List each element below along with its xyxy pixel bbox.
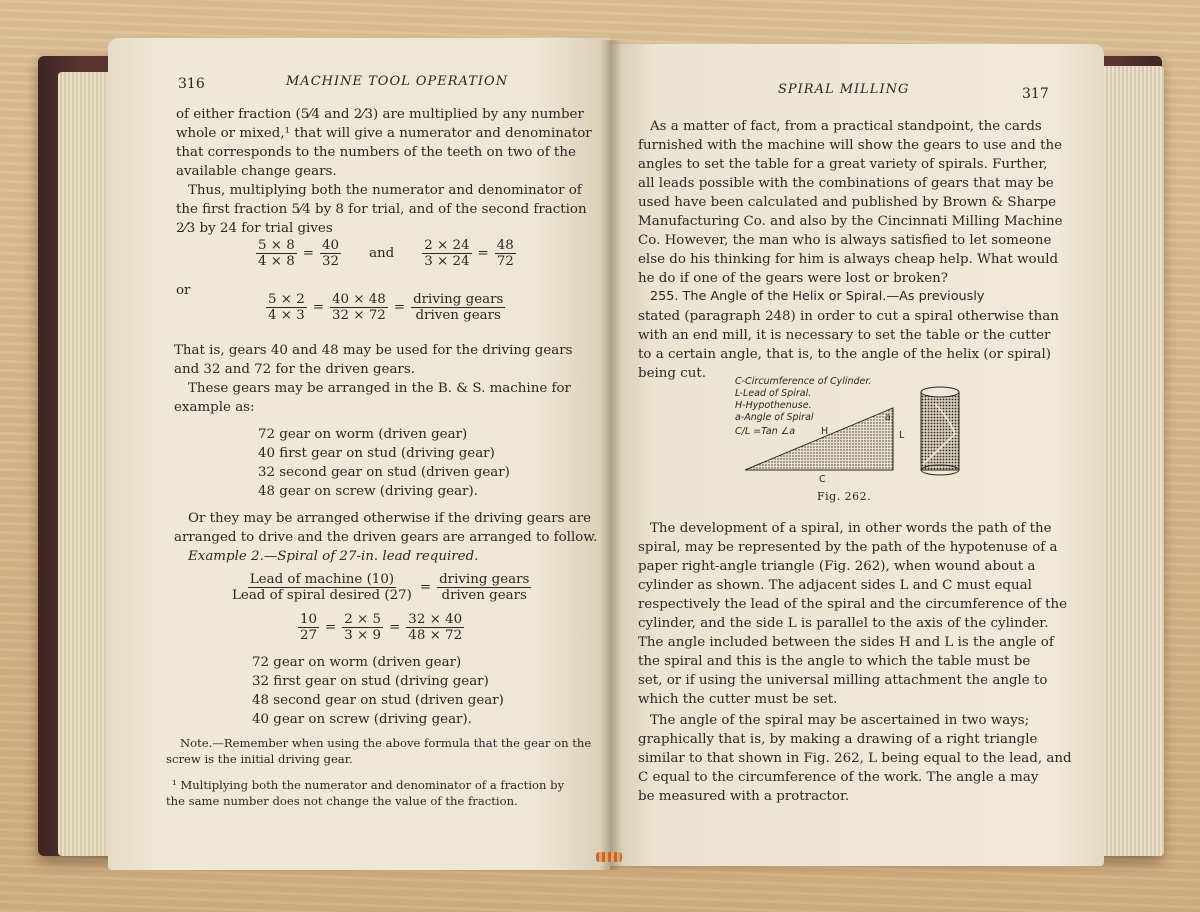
text-line: C equal to the circumference of the work. The angle a may xyxy=(638,770,1039,785)
text-line: Thus, multiplying both the numerator and denominator of xyxy=(188,183,582,198)
text-line: to a certain angle, that is, to the angle of the helix (or spiral) xyxy=(638,347,1051,362)
equation-1: $\frac{5 \times 8}{4 \times 8}$ = $\frac{40}{32}$ and $\frac{2 \times 24}{3 \times 24}$ = $\frac{48}{72}$ xyxy=(258,238,514,270)
list-item: 48 gear on screw (driving gear). xyxy=(258,484,478,499)
page-number: 316 xyxy=(178,76,205,92)
figure-legend-line: a-Angle of Spiral xyxy=(735,412,814,423)
book-gutter xyxy=(600,40,622,870)
text-line: he do if one of the gears were lost or broken? xyxy=(638,271,948,286)
list-item: 40 first gear on stud (driving gear) xyxy=(258,446,495,461)
running-head: MACHINE TOOL OPERATION xyxy=(286,74,509,89)
text-line: being cut. xyxy=(638,366,706,381)
binding-thread xyxy=(596,852,622,862)
text-line: similar to that shown in Fig. 262, L being equal to the lead, and xyxy=(638,751,1072,766)
text-line: be measured with a protractor. xyxy=(638,789,850,804)
text-line: cylinder, and the side L is parallel to the axis of the cylinder. xyxy=(638,616,1049,631)
text-line: the spiral and this is the angle to which the table must be xyxy=(638,654,1031,669)
equation-4: $\frac{10}{27}$ = $\frac{2 \times 5}{3 \times 9}$ = $\frac{32 \times 40}{48 \times 72}$ xyxy=(300,612,463,644)
note-line: screw is the initial driving gear. xyxy=(166,752,353,766)
section-heading: 255. The Angle of the Helix or Spiral.—As previously xyxy=(650,289,985,304)
figure-legend-line: L-Lead of Spiral. xyxy=(735,388,812,399)
text-line: of either fraction (5⁄4 and 2⁄3) are multiplied by any number xyxy=(176,107,584,122)
list-item: 48 second gear on stud (driven gear) xyxy=(252,693,504,708)
text-line: stated (paragraph 248) in order to cut a spiral otherwise than xyxy=(638,309,1059,324)
text-line: graphically that is, by making a drawing of a right triangle xyxy=(638,732,1038,747)
figure-caption: Fig. 262. xyxy=(817,490,872,503)
equation-3: $\frac{\text{Lead of machine (10)}}{\text{Lead of spiral desired (27)}}$ = $\frac{\text{driving gears}}{\text{driven gears}}$ xyxy=(232,572,530,604)
text-line: all leads possible with the combinations of gears that may be xyxy=(638,176,1054,191)
example-heading: Example 2.—Spiral of 27-in. lead required. xyxy=(188,549,479,564)
list-item: 40 gear on screw (driving gear). xyxy=(252,712,472,727)
equation-2: $\frac{5 \times 2}{4 \times 3}$ = $\frac{40 \times 48}{32 \times 72}$ = $\frac{\text{driving gears}}{\text{driven gears}}$ xyxy=(268,292,504,324)
text-line: These gears may be arranged in the B. & S. machine for xyxy=(188,381,571,396)
text-line: arranged to drive and the driven gears are arranged to follow. xyxy=(174,530,598,545)
text-line: cylinder as shown. The adjacent sides L and C must equal xyxy=(638,578,1032,593)
figure-legend-line: C-Circumference of Cylinder. xyxy=(735,376,872,387)
footnote-line: ¹ Multiplying both the numerator and denominator of a fraction by xyxy=(172,778,565,792)
text-line: The angle of the spiral may be ascertained in two ways; xyxy=(650,713,1030,728)
left-page xyxy=(108,38,610,870)
text-line: and 32 and 72 for the driven gears. xyxy=(174,362,415,377)
figure-label-l: L xyxy=(899,430,905,441)
text-line: respectively the lead of the spiral and the circumference of the xyxy=(638,597,1068,612)
text-line: set, or if using the universal milling attachment the angle to xyxy=(638,673,1048,688)
figure-legend-line: C/L =Tan ∠a xyxy=(735,426,796,437)
text-line: which the cutter must be set. xyxy=(638,692,838,707)
triangle-cylinder-drawing xyxy=(735,374,965,504)
figure-label-c: C xyxy=(819,474,826,485)
list-item: 32 first gear on stud (driving gear) xyxy=(252,674,489,689)
text-line: Manufacturing Co. and also by the Cincinnati Milling Machine xyxy=(638,214,1063,229)
figure-label-a: a xyxy=(885,412,891,423)
text-line: whole or mixed,¹ that will give a numerator and denominator xyxy=(176,126,592,141)
text-line: paper right-angle triangle (Fig. 262), when wound about a xyxy=(638,559,1036,574)
figure-label-h: H xyxy=(821,426,829,437)
text-line: used have been calculated and published by Brown & Sharpe xyxy=(638,195,1057,210)
running-head: SPIRAL MILLING xyxy=(778,82,910,97)
list-item: 72 gear on worm (driven gear) xyxy=(252,655,462,670)
text-line: or xyxy=(176,283,191,298)
text-line: Co. However, the man who is always satisfied to let someone xyxy=(638,233,1052,248)
right-page xyxy=(610,44,1104,866)
text-line: The development of a spiral, in other words the path of the xyxy=(650,521,1052,536)
figure-legend-line: H-Hypothenuse. xyxy=(735,400,812,411)
list-item: 72 gear on worm (driven gear) xyxy=(258,427,468,442)
text-line: with an end mill, it is necessary to set the table or the cutter xyxy=(638,328,1051,343)
text-line: Or they may be arranged otherwise if the driving gears are xyxy=(188,511,592,526)
text-line: that corresponds to the numbers of the teeth on two of the xyxy=(176,145,576,160)
text-line: example as: xyxy=(174,400,255,415)
page-number: 317 xyxy=(1022,86,1049,102)
footnote-line: the same number does not change the value of the fraction. xyxy=(166,794,518,808)
text-line: That is, gears 40 and 48 may be used for the driving gears xyxy=(174,343,573,358)
text-line: As a matter of fact, from a practical standpoint, the cards xyxy=(650,119,1042,134)
text-line: furnished with the machine will show the gears to use and the xyxy=(638,138,1063,153)
text-line: else do his thinking for him is always cheap help. What would xyxy=(638,252,1059,267)
text-line: available change gears. xyxy=(176,164,337,179)
list-item: 32 second gear on stud (driven gear) xyxy=(258,465,510,480)
text-line: 2⁄3 by 24 for trial gives xyxy=(176,221,333,236)
figure-262 xyxy=(735,374,965,504)
text-line: The angle included between the sides H and L is the angle of xyxy=(638,635,1054,650)
text-line: angles to set the table for a great variety of spirals. Further, xyxy=(638,157,1048,172)
text-line: spiral, may be represented by the path of the hypotenuse of a xyxy=(638,540,1058,555)
text-line: the first fraction 5⁄4 by 8 for trial, and of the second fraction xyxy=(176,202,587,217)
note-line: Note.—Remember when using the above formula that the gear on the xyxy=(180,736,592,750)
